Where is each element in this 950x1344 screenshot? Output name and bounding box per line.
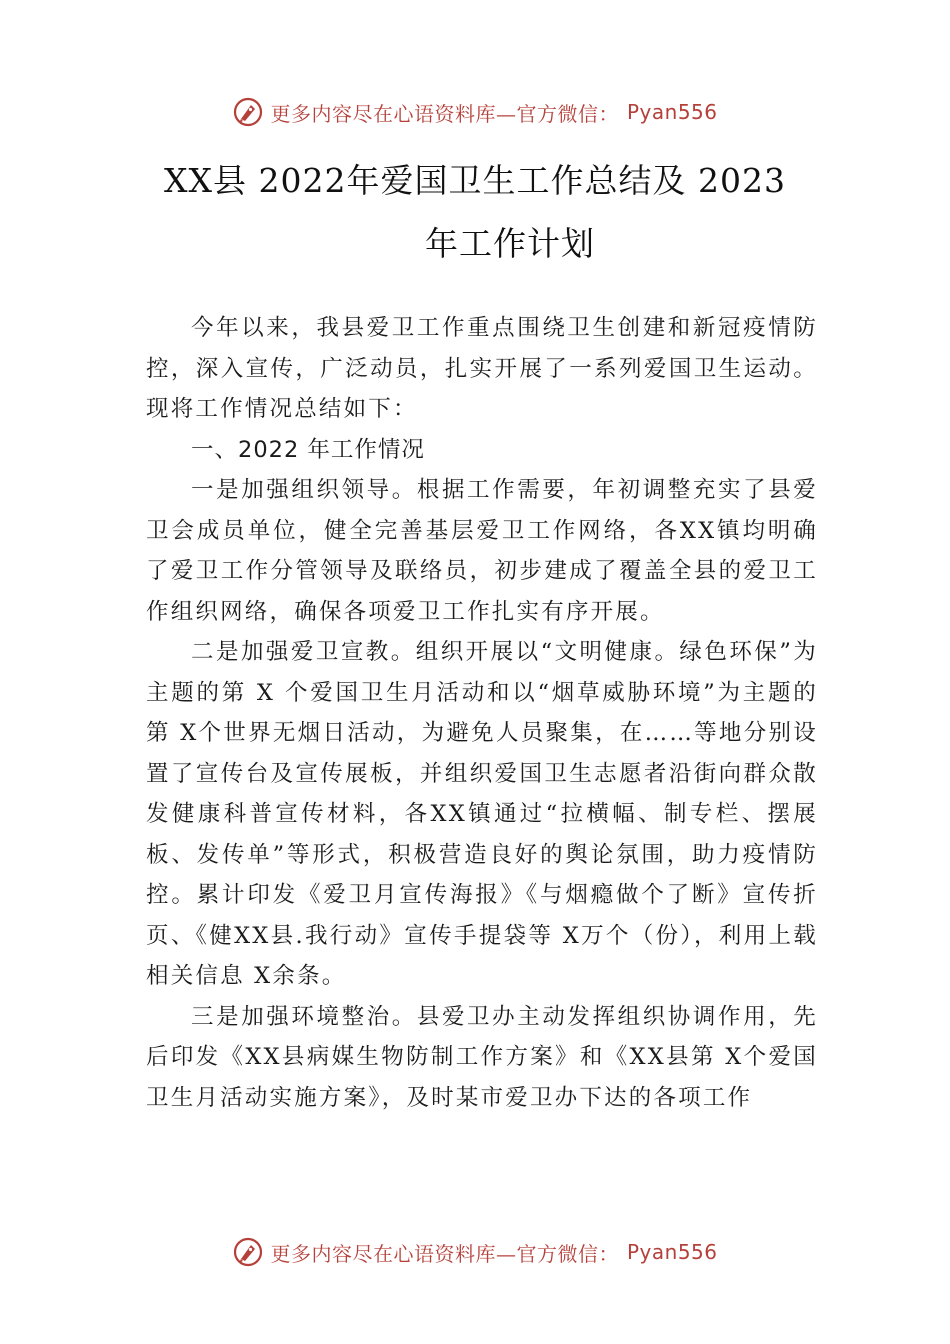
paragraph-environment: 三是加强环境整治。县爱卫办主动发挥组织协调作用，先后印发《XX县病媒生物防制工作方案》和《XX县第 X个爱国卫生月活动实施方案》，及时某市爱卫办下达的各项工作	[146, 1003, 818, 1111]
paragraph-organization: 一是加强组织领导。根据工作需要，年初调整充实了县爱卫会成员单位，健全完善基层爱卫工作网络，各XX镇均明确了爱卫工作分管领导及联络员，初步建成了覆盖全县的爱卫工作组织网络，确保各项爱卫工作扎实有序开展。	[146, 477, 818, 625]
pen-nib-logo-icon	[232, 1236, 264, 1268]
watermark-header	[0, 96, 950, 128]
section-heading: 一、2022 年工作情况	[191, 436, 425, 463]
document-body	[146, 308, 818, 1118]
pen-nib-logo-icon	[232, 96, 264, 128]
watermark-wechat-id: Pyan556	[626, 1240, 718, 1264]
document-title-line2: 年工作计划	[425, 224, 595, 263]
watermark-wechat-id: Pyan556	[626, 100, 718, 124]
watermark-footer	[0, 1236, 950, 1268]
watermark-text: 更多内容尽在心语资料库—官方微信：	[270, 1241, 619, 1266]
document-title-line1: XX县 2022年爱国卫生工作总结及 2023	[164, 161, 786, 200]
watermark-text: 更多内容尽在心语资料库—官方微信：	[270, 101, 619, 126]
intro-paragraph: 今年以来，我县爱卫工作重点围绕卫生创建和新冠疫情防控，深入宣传，广泛动员，扎实开展了一系列爱国卫生运动。现将工作情况总结如下：	[146, 315, 818, 422]
paragraph-publicity: 二是加强爱卫宣教。组织开展以“文明健康。绿色环保”为主题的第 X 个爱国卫生月活动和以“烟草威胁环境”为主题的第 X个世界无烟日活动，为避免人员聚集，在……等地分别设置了宣传台及宣传展板，并组织爱国卫生志愿者沿街向群众散发健康科普宣传材料，各XX镇通过“拉横幅、制专栏、摆展板、发传单”等形式，积极营造良好的舆论氛围，助力疫情防控。累计印发《爱卫月宣传海报》《与烟瘾做个了断》宣传折页、《健XX县.我行动》宣传手提袋等 X万个（份），利用上载相关信息 X余条。	[146, 639, 818, 989]
